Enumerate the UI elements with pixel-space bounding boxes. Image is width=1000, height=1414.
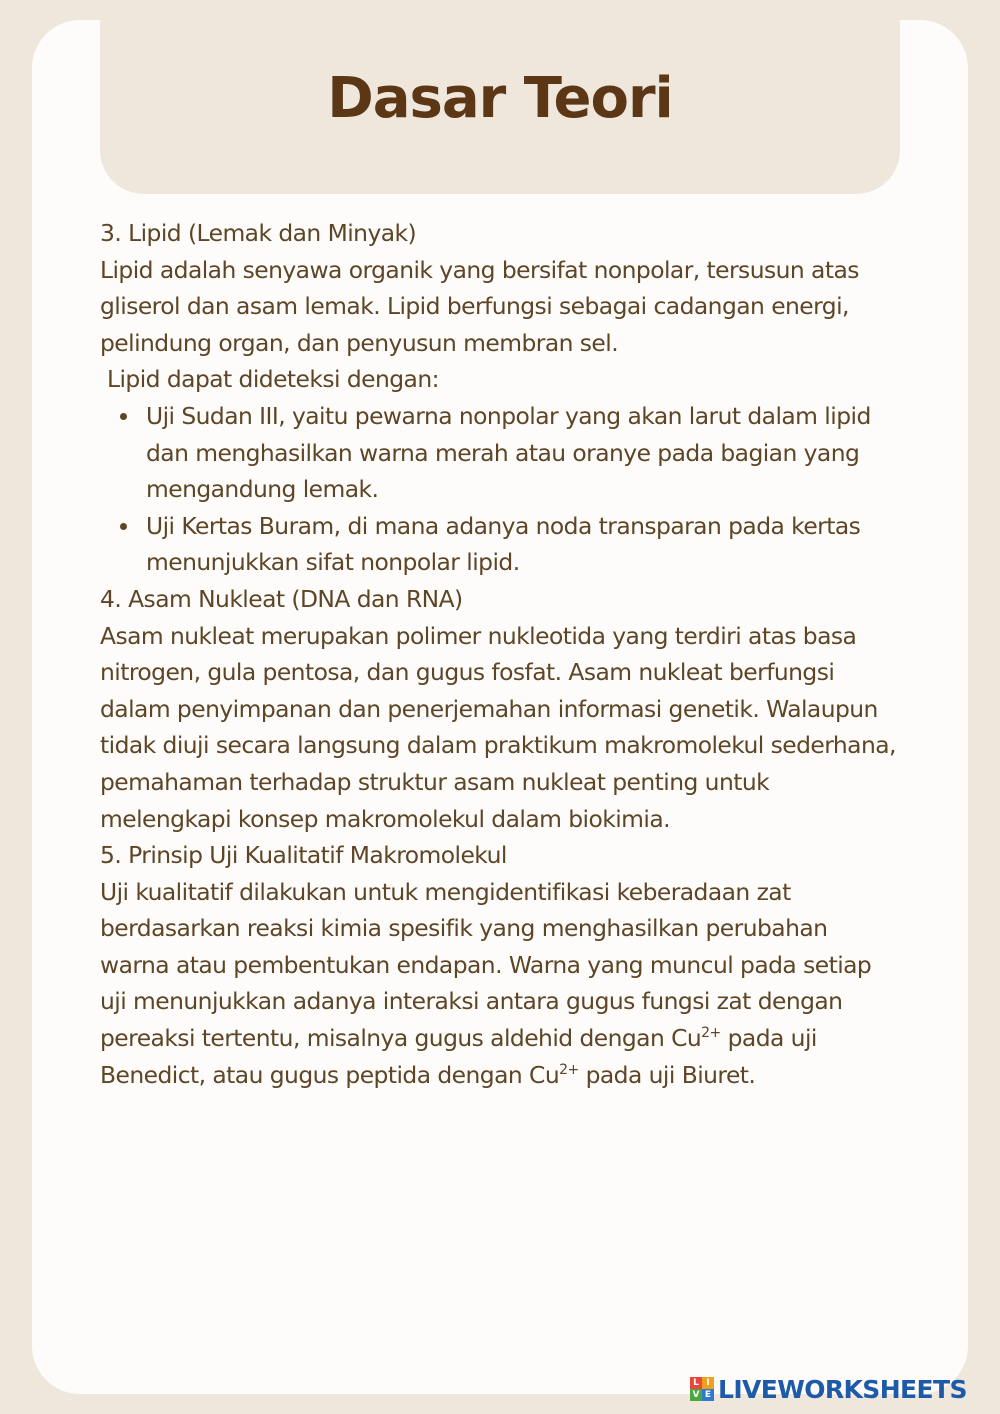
principle-body [100,874,900,1094]
lipid-heading: 3. Lipid (Lemak dan Minyak) [100,219,417,247]
page-title: Dasar Teori [327,66,673,131]
ion-charge-superscript: 2+ [701,1024,721,1041]
principle-body-part3: pada uji Biuret. [578,1060,756,1089]
nucleic-body: Asam nukleat merupakan polimer nukleotida yang terdiri atas basa nitrogen, gula pentosa, dan gugus fosfat. Asam nukleat berfungsi dalam penyimpanan dan penerjemahan informasi genetik. Walaupun tidak diuji secara langsung dalam praktikum makromolekul sederhana, pemahaman terhadap struktur asam nukleat penting untuk melengkapi konsep makromolekul dalam biokimia. [100,621,896,833]
lipid-detect-intro: Lipid dapat dideteksi dengan: [107,365,439,394]
nucleic-heading: 4. Asam Nukleat (DNA dan RNA) [100,584,463,613]
logo-letter: I [702,1377,714,1389]
list-item: Uji Kertas Buram, di mana adanya noda transparan pada kertas menunjukkan sifat nonpolar lipid. [100,508,900,581]
principle-body-part2: pada uji Benedict, atau gugus peptida dengan Cu [100,1024,817,1089]
logo-letter: E [702,1389,714,1401]
lipid-body: Lipid adalah senyawa organik yang bersifat nonpolar, tersusun atas gliserol dan asam lemak. Lipid berfungsi sebagai cadangan energi, pelindung organ, dan penyusun membran sel. [100,255,859,357]
list-item: Uji Sudan III, yaitu pewarna nonpolar yang akan larut dalam lipid dan menghasilkan warna merah atau oranye pada bagian yang mengandung lemak. [100,398,900,508]
title-tab [100,20,900,194]
lipid-test-list [100,398,900,581]
ion-charge-superscript: 2+ [559,1061,579,1078]
principle-body-part1: Uji kualitatif dilakukan untuk mengidentifikasi keberadaan zat berdasarkan reaksi kimia spesifik yang menghasilkan perubahan warna atau pembentukan endapan. Warna yang muncul pada setiap uji menunjukkan adanya interaksi antara gugus fungsi zat dengan pereaksi tertentu, misalnya gugus aldehid dengan Cu [100,877,872,1053]
logo-letter: L [690,1377,702,1389]
liveworksheets-wordmark: LIVEWORKSHEETS [718,1374,967,1404]
liveworksheets-brand [690,1372,990,1406]
liveworksheets-logo-icon [690,1377,714,1401]
principle-heading: 5. Prinsip Uji Kualitatif Makromolekul [100,841,507,870]
logo-letter: V [690,1389,702,1401]
content-body [100,215,900,1093]
